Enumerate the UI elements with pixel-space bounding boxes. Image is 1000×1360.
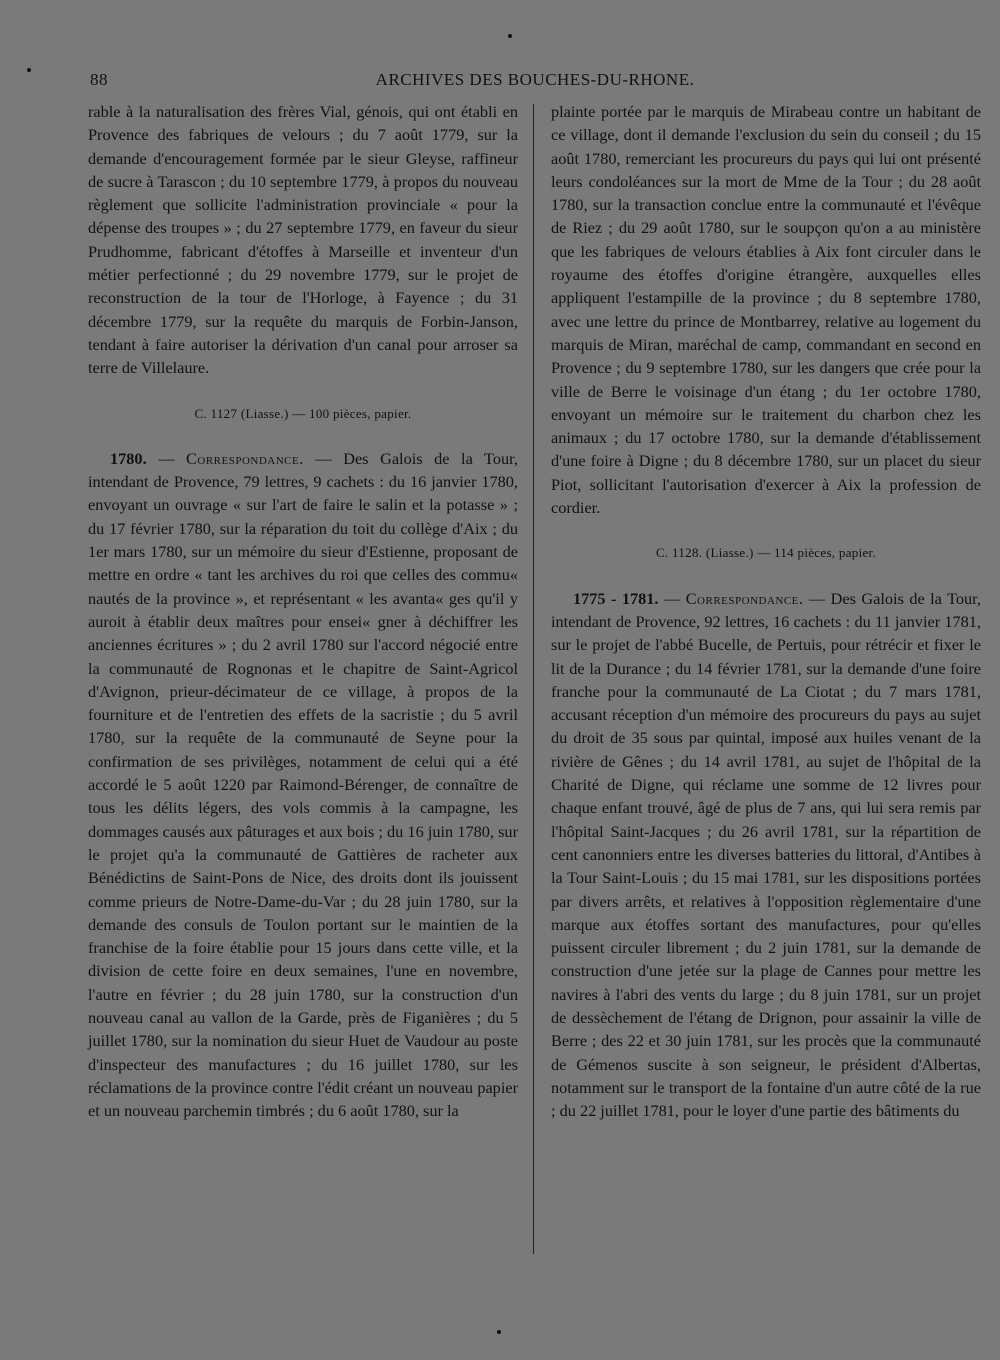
scan-speck <box>497 1330 501 1334</box>
entry-paragraph: 1775 - 1781. — Correspondance. — Des Galois de la Tour, intendant de Provence, 92 lettres, 16 cachets : du 11 janvier 1781, sur le projet de l'abbé Bucelle, de Pertuis, pour rétrécir et fixer le lit de la Durance ; du 14 février 1781, sur la demande d'une foire franche pour la communauté de La Ciotat ; du 7 mars 1781, accusant réception d'un mémoire des procureurs du pays au sujet du droit de 35 sous par quintal, imposé aux huiles venant de la rivière de Gênes ; du 14 avril 1781, au sujet de l'hôpital de la Charité de Digne, qui réclame une somme de 12 livres pour chaque enfant trouvé, âgé de plus de 7 ans, qui lui sera remis par l'hôpital Saint-Jacques ; du 26 avril 1781, sur la répartition de cent canonniers entre les diverses batteries du littoral, d'Antibes à la Tour Saint-Louis ; du 15 mai 1781, sur les dispositions portées par divers arrêts, et relatives à l'opposition règlementaire d'une marque aux étoffes sortant des manufactures, pour qu'elles puissent circuler librement ; du 2 juin 1781, sur la demande de construction d'une jetée sur la plage de Cannes pour mettre les navires à l'abri des vents du large ; du 8 juin 1781, sur un projet de dessèchement de l'étang de Drignon, pour assainir la ville de Berre ; des 22 et 30 juin 1781, sur les procès que la communauté de Gémenos suscite à son seigneur, le président d'Albertas, notamment sur le transport de la fontaine d'un autre côté de la rue ; du 22 juillet 1781, pour le loyer d'une partie des bâtiments du <box>551 588 981 1121</box>
entry-year: 1775 - 1781. <box>573 588 659 608</box>
archive-reference: C. 1127 (Liasse.) — 100 pièces, papier. <box>194 405 412 421</box>
entry-year: 1780. <box>110 448 147 468</box>
entry-rubric: Correspondance. <box>685 588 804 608</box>
page-header <box>90 70 980 94</box>
right-column <box>551 100 981 1122</box>
entry-paragraph: 1780. — Correspondance. — Des Galois de la Tour, intendant de Provence, 79 lettres, 9 cachets : du 16 janvier 1780, envoyant un ouvrage « sur l'art de faire le salin et la potasse » ; du 17 février 1780, sur la réparation du toit du collège d'Aix ; du 1er mars 1780, sur un mémoire du sieur d'Estienne, proposant de mettre en ordre « tant les archives du roi que celles des commu« nautés de la province », et représentant « les avanta« ges qu'il y auroit à établir deux maîtres pour ensei« gner à déchiffrer les anciennes écritures » ; du 2 avril 1780 sur l'accord négocié entre la communauté de Rognonas et le chapitre de Saint-Agricol d'Avignon, prieur-décimateur de ce village, à propos de la fourniture et de l'entretien des effets de la sacristie ; du 5 avril 1780, sur la requête de la communauté de Seyne pour la confirmation de ses privilèges, notamment de celui qui a été accordé le 5 août 1220 par Raimond-Bérenger, de connaître de tous les délits légers, des vols commis à la campagne, les dommages causés aux pâturages et aux bois ; du 16 juin 1780, sur le projet qu'a la communauté de Gattières de racheter aux Bénédictins de Saint-Pons de Nice, des droits dont ils jouissent comme prieurs de Notre-Dame-du-Var ; du 28 juin 1780, sur la demande des consuls de Toulon portant sur le maintien de la franchise de la foire établie pour 15 jours dans cette ville, et la division de cette foire en deux semaines, l'une en novembre, l'autre en février ; du 28 juin 1780, sur la construction d'un nouveau canal au vallon de la Garde, près de Figanières ; du 5 juillet 1780, sur la nomination du sieur Huet de Vaudour au poste d'inspecteur des manufactures ; du 16 juillet 1780, sur les réclamations de la province contre l'édit créant un nouveau papier et un nouveau parchemin timbrés ; du 6 août 1780, sur la <box>88 448 518 1121</box>
column-divider <box>533 104 534 1254</box>
scan-speck <box>27 68 31 72</box>
continuation-paragraph: plainte portée par le marquis de Mirabeau contre un habitant de ce village, dont il demande l'exclusion du sein du conseil ; du 15 août 1780, remerciant les procureurs du pays qui lui ont présenté leurs condoléances sur la mort de Mme de la Tour ; du 28 août 1780, sur la transaction conclue entre la communauté et l'évêque de Riez ; du 29 août 1780, sur le soupçon qu'on a au ministère que les fabriques de velours établies à Aix font circuler dans le royaume des étoffes d'origine étrangère, auxquelles elles appliquent l'estampille de la province ; du 8 septembre 1780, avec une lettre du prince de Montbarrey, relative au logement du marquis de Miran, maréchal de camp, commandant en second en Provence ; du 9 septembre 1780, sur les dangers que crée pour la ville de Berre le voisinage d'un étang ; du 1er octobre 1780, envoyant un mémoire sur le traitement du charbon chez les animaux ; du 17 octobre 1780, sur la demande d'établissement d'une foire à Digne ; du 8 décembre 1780, sur un placet du sieur Piot, sollicitant l'autorisation d'exercer à Aix la profession de cordier. <box>551 102 981 518</box>
running-title: ARCHIVES DES BOUCHES-DU-RHONE. <box>375 70 695 89</box>
page-number: 88 <box>90 70 108 89</box>
left-column <box>88 100 518 1122</box>
continuation-paragraph: rable à la naturalisation des frères Vial, génois, qui ont établi en Provence des fabriques de velours ; du 7 août 1779, sur la demande d'encouragement formée par le sieur Gleyse, raffineur de sucre à Tarascon ; du 10 septembre 1779, à propos du nouveau règlement que sollicite l'administration provinciale « pour la dépense des troupes » ; du 27 septembre 1779, en faveur du sieur Prudhomme, fabricant d'étoffes à Marseille et inventeur d'un métier perfectionné ; du 29 novembre 1779, sur le projet de reconstruction de la tour de l'Horloge, à Fayence ; du 31 décembre 1779, sur la requête du marquis de Forbin-Janson, tendant à faire autoriser la dérivation d'un canal pour arroser sa terre de Villelaure. <box>88 102 518 378</box>
entry-text: — Des Galois de la Tour, intendant de Provence, 79 lettres, 9 cachets : du 16 janvier 1780, envoyant un ouvrage « sur l'art de faire le salin et la potasse » ; du 17 février 1780, sur la réparation du toit du collège d'Aix ; du 1er mars 1780, sur un mémoire du sieur d'Estienne, proposant de mettre en ordre « tant les archives du roi que celles des commu« nautés de la province », et représentant « les avanta« ges qu'il y auroit à établir deux maîtres pour ensei« gner à déchiffrer les anciennes écritures » ; du 2 avril 1780 sur l'accord négocié entre la communauté de Rognonas et le chapitre de Saint-Agricol d'Avignon, prieur-décimateur de ce village, à propos de la fourniture et de l'entretien des effets de la sacristie ; du 5 avril 1780, sur la requête de la communauté de Seyne pour la confirmation de ses privilèges, notamment de celui qui a été accordé le 5 août 1220 par Raimond-Bérenger, de connaître de tous les délits légers, des vols commis à la campagne, les dommages causés aux pâturages et aux bois ; du 16 juin 1780, sur le projet qu'a la communauté de Gattières de racheter aux Bénédictins de Saint-Pons de Nice, des droits dont ils jouissent comme prieurs de Notre-Dame-du-Var ; du 28 juin 1780, sur la demande des consuls de Toulon portant sur le maintien de la franchise de la foire établie pour 15 jours dans cette ville, et la division de cette foire en deux semaines, l'une en novembre, l'autre en février ; du 28 juin 1780, sur la construction d'un nouveau canal au vallon de la Garde, près de Figanières ; du 5 juillet 1780, sur la nomination du sieur Huet de Vaudour au poste d'inspecteur des manufactures ; du 16 juillet 1780, sur les réclamations de la province contre l'édit créant un nouveau papier et un nouveau parchemin timbrés ; du 6 août 1780, sur la <box>88 448 518 1121</box>
entry-text: — Des Galois de la Tour, intendant de Provence, 92 lettres, 16 cachets : du 11 janvier 1781, sur le projet de l'abbé Bucelle, de Pertuis, pour rétrécir et fixer le lit de la Durance ; du 14 février 1781, sur la demande d'une foire franche pour la communauté de La Ciotat ; du 7 mars 1781, accusant réception d'un mémoire des procureurs du pays au sujet du droit de 35 sous par quintal, imposé aux huiles venant de la rivière de Gênes ; du 14 avril 1781, au sujet de l'hôpital de la Charité de Digne, qui réclame une somme de 12 livres pour chaque enfant trouvé, âgé de plus de 7 ans, qui lui sera remis par l'hôpital Saint-Jacques ; du 26 avril 1781, sur la répartition de cent canonniers entre les diverses batteries du littoral, d'Antibes à la Tour Saint-Louis ; du 15 mai 1781, sur les dispositions portées par divers arrêts, et relatives à l'opposition règlementaire d'une marque aux étoffes sortant des manufactures, pour qu'elles puissent circuler librement ; du 2 juin 1781, sur la demande de construction d'une jetée sur la plage de Cannes pour mettre les navires à l'abri des vents du large ; du 8 juin 1781, sur un projet de dessèchement de l'étang de Drignon, pour assainir la ville de Berre ; des 22 et 30 juin 1781, sur les procès que la communauté de Gémenos suscite à son seigneur, le président d'Albertas, notamment sur le transport de la fontaine d'un autre côté de la rue ; du 22 juillet 1781, pour le loyer d'une partie des bâtiments du <box>551 588 981 1121</box>
entry-rubric: Correspondance. <box>186 448 304 468</box>
archive-reference: C. 1128. (Liasse.) — 114 pièces, papier. <box>655 545 877 561</box>
scan-speck <box>508 34 512 38</box>
